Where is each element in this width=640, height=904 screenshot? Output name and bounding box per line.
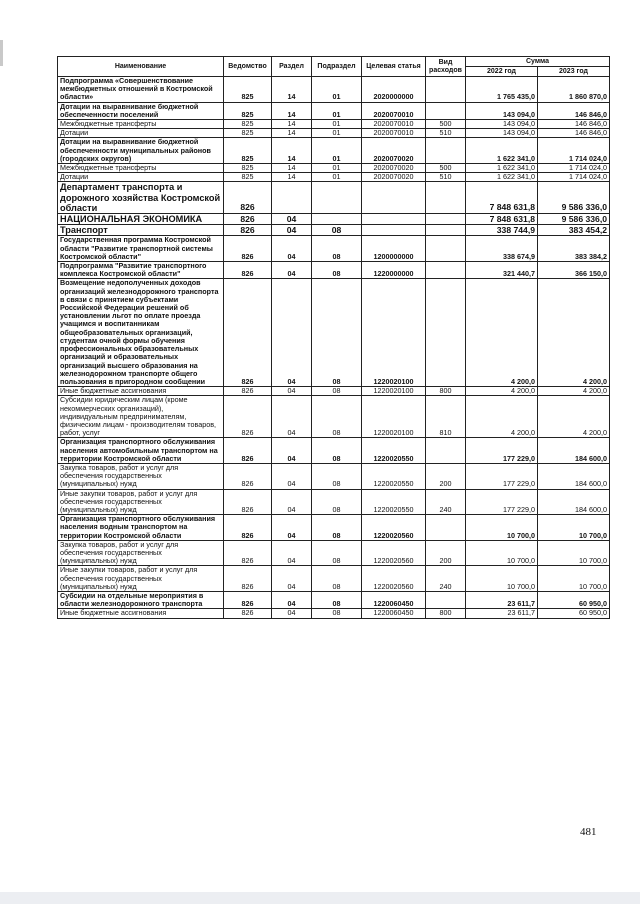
cell-razdel: 04 bbox=[272, 279, 312, 387]
cell-ved: 826 bbox=[224, 214, 272, 225]
cell-ved: 825 bbox=[224, 120, 272, 129]
header-podrazdel: Подраздел bbox=[312, 57, 362, 77]
cell-cel bbox=[362, 182, 426, 214]
cell-sum-2022: 177 229,0 bbox=[466, 489, 538, 515]
cell-vid bbox=[426, 515, 466, 541]
table-row bbox=[58, 173, 610, 182]
cell-name: Иные бюджетные ассигнования bbox=[58, 387, 224, 396]
cell-sum-2023: 60 950,0 bbox=[538, 591, 610, 608]
table-row bbox=[58, 236, 610, 262]
cell-sum-2022: 1 622 341,0 bbox=[466, 164, 538, 173]
cell-sum-2023: 383 454,2 bbox=[538, 225, 610, 236]
cell-razdel: 04 bbox=[272, 540, 312, 566]
cell-podrazdel: 01 bbox=[312, 120, 362, 129]
cell-razdel: 04 bbox=[272, 387, 312, 396]
cell-sum-2023: 9 586 336,0 bbox=[538, 214, 610, 225]
cell-sum-2022: 338 744,9 bbox=[466, 225, 538, 236]
cell-vid: 240 bbox=[426, 566, 466, 592]
cell-podrazdel: 08 bbox=[312, 566, 362, 592]
cell-sum-2023: 10 700,0 bbox=[538, 540, 610, 566]
table-row bbox=[58, 138, 610, 164]
cell-razdel: 14 bbox=[272, 164, 312, 173]
cell-sum-2023: 1 860 870,0 bbox=[538, 77, 610, 103]
cell-name: Подпрограмма "Развитие транспортного комплекса Костромской области" bbox=[58, 262, 224, 279]
cell-sum-2022: 1 765 435,0 bbox=[466, 77, 538, 103]
cell-name: Дотации на выравнивание бюджетной обеспеченности муниципальных районов (городских округов) bbox=[58, 138, 224, 164]
cell-sum-2022: 177 229,0 bbox=[466, 463, 538, 489]
cell-name: Иные закупки товаров, работ и услуг для обеспечения государственных (муниципальных) нужд bbox=[58, 566, 224, 592]
scan-edge-mark bbox=[0, 40, 3, 66]
cell-name: Департамент транспорта и дорожного хозяйства Костромской области bbox=[58, 182, 224, 214]
budget-table bbox=[57, 56, 610, 619]
cell-sum-2023: 1 714 024,0 bbox=[538, 138, 610, 164]
cell-podrazdel bbox=[312, 214, 362, 225]
cell-cel: 2020070010 bbox=[362, 120, 426, 129]
cell-sum-2023: 4 200,0 bbox=[538, 396, 610, 438]
cell-ved: 826 bbox=[224, 182, 272, 214]
table-row bbox=[58, 214, 610, 225]
cell-sum-2022: 4 200,0 bbox=[466, 396, 538, 438]
cell-podrazdel: 08 bbox=[312, 396, 362, 438]
table-row bbox=[58, 182, 610, 214]
cell-ved: 825 bbox=[224, 129, 272, 138]
cell-sum-2023: 9 586 336,0 bbox=[538, 182, 610, 214]
cell-name: НАЦИОНАЛЬНАЯ ЭКОНОМИКА bbox=[58, 214, 224, 225]
cell-name: Государственная программа Костромской области "Развитие транспортной системы Костромской области" bbox=[58, 236, 224, 262]
cell-name: Иные бюджетные ассигнования bbox=[58, 609, 224, 618]
table-row bbox=[58, 489, 610, 515]
cell-cel: 1220020100 bbox=[362, 387, 426, 396]
cell-cel: 1220060450 bbox=[362, 609, 426, 618]
cell-podrazdel: 01 bbox=[312, 138, 362, 164]
cell-ved: 826 bbox=[224, 438, 272, 464]
cell-ved: 825 bbox=[224, 102, 272, 119]
cell-sum-2023: 184 600,0 bbox=[538, 438, 610, 464]
cell-ved: 826 bbox=[224, 387, 272, 396]
header-vid: Вид расходов bbox=[426, 57, 466, 77]
table-row bbox=[58, 566, 610, 592]
cell-ved: 825 bbox=[224, 164, 272, 173]
header-2023: 2023 год bbox=[538, 67, 610, 77]
cell-razdel: 04 bbox=[272, 515, 312, 541]
header-ved: Ведомство bbox=[224, 57, 272, 77]
cell-podrazdel: 08 bbox=[312, 236, 362, 262]
cell-ved: 826 bbox=[224, 396, 272, 438]
cell-sum-2022: 1 622 341,0 bbox=[466, 173, 538, 182]
cell-podrazdel: 08 bbox=[312, 515, 362, 541]
cell-cel: 2020070020 bbox=[362, 138, 426, 164]
cell-name: Закупка товаров, работ и услуг для обеспечения государственных (муниципальных) нужд bbox=[58, 463, 224, 489]
table-row bbox=[58, 463, 610, 489]
cell-sum-2022: 143 094,0 bbox=[466, 102, 538, 119]
cell-sum-2023: 184 600,0 bbox=[538, 463, 610, 489]
cell-razdel: 04 bbox=[272, 591, 312, 608]
cell-razdel: 04 bbox=[272, 262, 312, 279]
cell-sum-2022: 321 440,7 bbox=[466, 262, 538, 279]
table-row bbox=[58, 129, 610, 138]
cell-vid bbox=[426, 225, 466, 236]
cell-vid bbox=[426, 262, 466, 279]
cell-sum-2023: 60 950,0 bbox=[538, 609, 610, 618]
cell-cel bbox=[362, 214, 426, 225]
cell-name: Дотации на выравнивание бюджетной обеспеченности поселений bbox=[58, 102, 224, 119]
cell-sum-2022: 338 674,9 bbox=[466, 236, 538, 262]
table-row bbox=[58, 120, 610, 129]
cell-cel: 2020000000 bbox=[362, 77, 426, 103]
cell-razdel: 14 bbox=[272, 138, 312, 164]
scan-footer-band bbox=[0, 892, 640, 904]
cell-sum-2023: 1 714 024,0 bbox=[538, 164, 610, 173]
header-2022: 2022 год bbox=[466, 67, 538, 77]
cell-razdel: 14 bbox=[272, 173, 312, 182]
cell-ved: 826 bbox=[224, 540, 272, 566]
cell-name: Закупка товаров, работ и услуг для обеспечения государственных (муниципальных) нужд bbox=[58, 540, 224, 566]
cell-podrazdel: 08 bbox=[312, 609, 362, 618]
cell-ved: 826 bbox=[224, 609, 272, 618]
cell-podrazdel: 01 bbox=[312, 102, 362, 119]
cell-name: Организация транспортного обслуживания населения автомобильным транспортом на территории Костромской области bbox=[58, 438, 224, 464]
cell-sum-2022: 23 611,7 bbox=[466, 591, 538, 608]
cell-sum-2023: 4 200,0 bbox=[538, 387, 610, 396]
cell-razdel: 04 bbox=[272, 566, 312, 592]
cell-name: Дотации bbox=[58, 129, 224, 138]
cell-sum-2023: 10 700,0 bbox=[538, 566, 610, 592]
cell-cel: 1220020550 bbox=[362, 489, 426, 515]
cell-razdel: 04 bbox=[272, 489, 312, 515]
cell-sum-2023: 1 714 024,0 bbox=[538, 173, 610, 182]
cell-cel: 1220020100 bbox=[362, 279, 426, 387]
cell-ved: 826 bbox=[224, 566, 272, 592]
cell-razdel: 04 bbox=[272, 396, 312, 438]
cell-vid: 240 bbox=[426, 489, 466, 515]
cell-cel: 2020070020 bbox=[362, 173, 426, 182]
table-row bbox=[58, 164, 610, 173]
cell-podrazdel: 08 bbox=[312, 489, 362, 515]
cell-cel: 1220060450 bbox=[362, 591, 426, 608]
cell-vid: 510 bbox=[426, 173, 466, 182]
cell-sum-2022: 23 611,7 bbox=[466, 609, 538, 618]
cell-razdel: 04 bbox=[272, 463, 312, 489]
cell-sum-2022: 4 200,0 bbox=[466, 387, 538, 396]
header-razdel: Раздел bbox=[272, 57, 312, 77]
cell-podrazdel: 08 bbox=[312, 387, 362, 396]
cell-name: Подпрограмма «Совершенствование межбюджетных отношений в Костромской области» bbox=[58, 77, 224, 103]
cell-vid bbox=[426, 102, 466, 119]
cell-vid: 500 bbox=[426, 164, 466, 173]
cell-sum-2022: 177 229,0 bbox=[466, 438, 538, 464]
table-row bbox=[58, 540, 610, 566]
cell-vid bbox=[426, 77, 466, 103]
cell-podrazdel: 08 bbox=[312, 591, 362, 608]
budget-table-container bbox=[57, 56, 609, 619]
cell-vid: 200 bbox=[426, 463, 466, 489]
cell-vid bbox=[426, 438, 466, 464]
cell-cel: 2020070010 bbox=[362, 129, 426, 138]
cell-sum-2022: 1 622 341,0 bbox=[466, 138, 538, 164]
cell-ved: 825 bbox=[224, 138, 272, 164]
table-row bbox=[58, 515, 610, 541]
table-row bbox=[58, 262, 610, 279]
cell-sum-2022: 10 700,0 bbox=[466, 566, 538, 592]
cell-podrazdel: 08 bbox=[312, 225, 362, 236]
cell-cel: 1220020560 bbox=[362, 566, 426, 592]
cell-name: Организация транспортного обслуживания населения водным транспортом на территории Костромской области bbox=[58, 515, 224, 541]
cell-razdel: 04 bbox=[272, 438, 312, 464]
cell-podrazdel: 01 bbox=[312, 129, 362, 138]
cell-podrazdel: 08 bbox=[312, 262, 362, 279]
cell-podrazdel: 08 bbox=[312, 463, 362, 489]
cell-razdel: 04 bbox=[272, 236, 312, 262]
cell-razdel: 14 bbox=[272, 77, 312, 103]
table-row bbox=[58, 438, 610, 464]
table-row bbox=[58, 102, 610, 119]
table-row bbox=[58, 387, 610, 396]
cell-razdel: 04 bbox=[272, 225, 312, 236]
cell-cel: 1220020560 bbox=[362, 515, 426, 541]
header-cel: Целевая статья bbox=[362, 57, 426, 77]
cell-cel: 1220020550 bbox=[362, 463, 426, 489]
cell-podrazdel: 01 bbox=[312, 77, 362, 103]
cell-vid: 200 bbox=[426, 540, 466, 566]
table-row bbox=[58, 609, 610, 618]
cell-ved: 826 bbox=[224, 279, 272, 387]
cell-sum-2023: 146 846,0 bbox=[538, 102, 610, 119]
table-row bbox=[58, 225, 610, 236]
cell-sum-2022: 10 700,0 bbox=[466, 540, 538, 566]
cell-razdel: 04 bbox=[272, 609, 312, 618]
cell-ved: 826 bbox=[224, 591, 272, 608]
table-row bbox=[58, 396, 610, 438]
cell-ved: 826 bbox=[224, 262, 272, 279]
cell-podrazdel: 01 bbox=[312, 164, 362, 173]
cell-vid: 500 bbox=[426, 120, 466, 129]
cell-vid: 510 bbox=[426, 129, 466, 138]
cell-cel bbox=[362, 225, 426, 236]
cell-vid bbox=[426, 279, 466, 387]
cell-vid: 800 bbox=[426, 387, 466, 396]
cell-vid: 810 bbox=[426, 396, 466, 438]
cell-name: Субсидии на отдельные мероприятия в области железнодорожного транспорта bbox=[58, 591, 224, 608]
cell-vid bbox=[426, 214, 466, 225]
cell-sum-2023: 366 150,0 bbox=[538, 262, 610, 279]
cell-sum-2022: 7 848 631,8 bbox=[466, 182, 538, 214]
cell-vid bbox=[426, 591, 466, 608]
cell-sum-2023: 4 200,0 bbox=[538, 279, 610, 387]
cell-razdel: 14 bbox=[272, 120, 312, 129]
cell-razdel: 04 bbox=[272, 214, 312, 225]
cell-cel: 1220020560 bbox=[362, 540, 426, 566]
cell-ved: 826 bbox=[224, 489, 272, 515]
cell-sum-2022: 4 200,0 bbox=[466, 279, 538, 387]
cell-cel: 1220020100 bbox=[362, 396, 426, 438]
table-row bbox=[58, 279, 610, 387]
cell-sum-2023: 184 600,0 bbox=[538, 489, 610, 515]
cell-name: Межбюджетные трансферты bbox=[58, 164, 224, 173]
cell-cel: 2020070010 bbox=[362, 102, 426, 119]
cell-sum-2022: 10 700,0 bbox=[466, 515, 538, 541]
table-row bbox=[58, 77, 610, 103]
cell-podrazdel: 08 bbox=[312, 279, 362, 387]
cell-cel: 1220000000 bbox=[362, 262, 426, 279]
cell-podrazdel: 01 bbox=[312, 173, 362, 182]
cell-name: Транспорт bbox=[58, 225, 224, 236]
cell-name: Иные закупки товаров, работ и услуг для обеспечения государственных (муниципальных) нужд bbox=[58, 489, 224, 515]
cell-vid bbox=[426, 236, 466, 262]
cell-razdel bbox=[272, 182, 312, 214]
cell-cel: 1200000000 bbox=[362, 236, 426, 262]
cell-sum-2023: 146 846,0 bbox=[538, 129, 610, 138]
cell-name: Дотации bbox=[58, 173, 224, 182]
page-number: 481 bbox=[580, 826, 597, 838]
cell-ved: 826 bbox=[224, 236, 272, 262]
cell-podrazdel: 08 bbox=[312, 540, 362, 566]
cell-ved: 826 bbox=[224, 515, 272, 541]
cell-name: Возмещение недополученных доходов организаций железнодорожного транспорта в связи с принятием субъектами Российской Федерации решений об установлении льгот по оплате проезда учащимся и воспитанникам общеобразовательных организаций, студентам очной формы обучения профессиональных образовательных организаций и образовательных организаций высшего образования на железнодорожном транспорте общего пользования в пригородном сообщении bbox=[58, 279, 224, 387]
cell-cel: 1220020550 bbox=[362, 438, 426, 464]
cell-sum-2022: 7 848 631,8 bbox=[466, 214, 538, 225]
cell-razdel: 14 bbox=[272, 129, 312, 138]
cell-podrazdel bbox=[312, 182, 362, 214]
header-name: Наименование bbox=[58, 57, 224, 77]
cell-sum-2023: 10 700,0 bbox=[538, 515, 610, 541]
cell-vid: 800 bbox=[426, 609, 466, 618]
table-header bbox=[58, 57, 610, 77]
cell-sum-2023: 146 846,0 bbox=[538, 120, 610, 129]
cell-vid bbox=[426, 138, 466, 164]
cell-sum-2022: 143 094,0 bbox=[466, 129, 538, 138]
cell-ved: 826 bbox=[224, 463, 272, 489]
cell-sum-2023: 383 384,2 bbox=[538, 236, 610, 262]
cell-sum-2022: 143 094,0 bbox=[466, 120, 538, 129]
header-summa: Сумма bbox=[466, 57, 610, 67]
cell-razdel: 14 bbox=[272, 102, 312, 119]
table-body bbox=[58, 77, 610, 619]
table-row bbox=[58, 591, 610, 608]
cell-ved: 826 bbox=[224, 225, 272, 236]
cell-name: Субсидии юридическим лицам (кроме некоммерческих организаций), индивидуальным предпринимателям, физическим лицам - производителям товаров, работ, услуг bbox=[58, 396, 224, 438]
cell-vid bbox=[426, 182, 466, 214]
cell-podrazdel: 08 bbox=[312, 438, 362, 464]
cell-name: Межбюджетные трансферты bbox=[58, 120, 224, 129]
cell-ved: 825 bbox=[224, 77, 272, 103]
cell-cel: 2020070020 bbox=[362, 164, 426, 173]
cell-ved: 825 bbox=[224, 173, 272, 182]
